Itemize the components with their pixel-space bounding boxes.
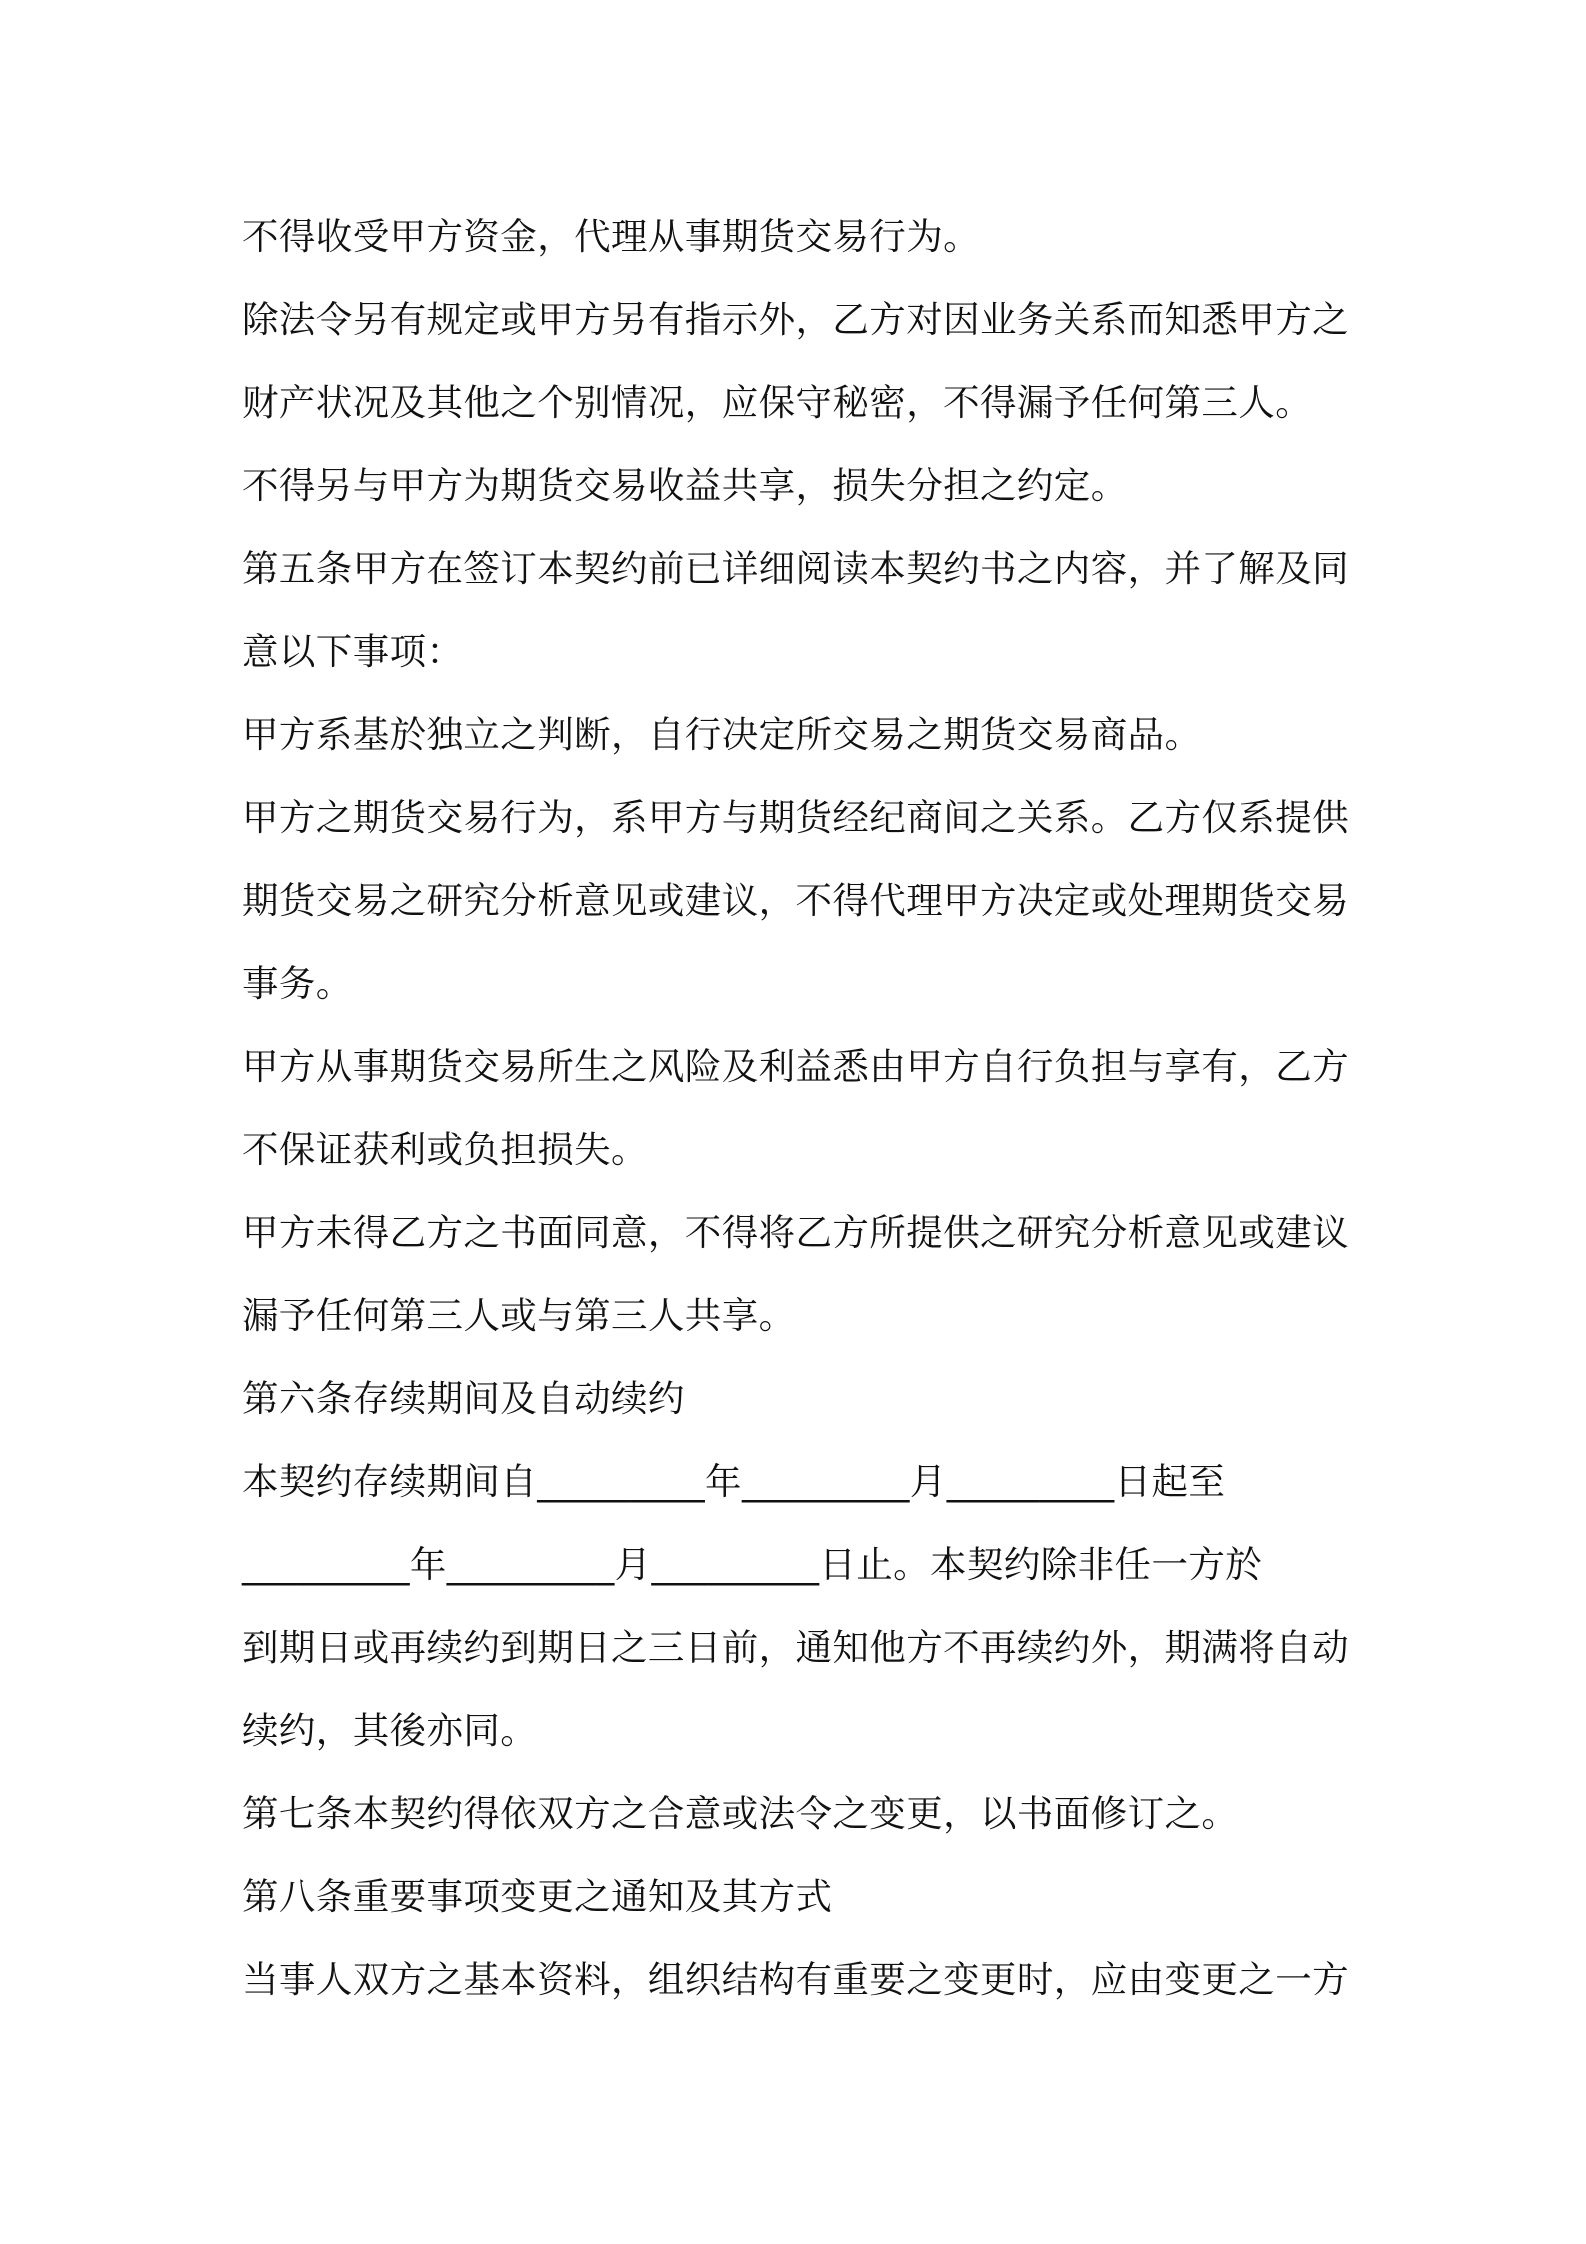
text-line: 续约，其後亦同。 (242, 1709, 538, 1752)
text-line: 不得收受甲方资金，代理从事期货交易行为。 (242, 215, 980, 258)
article-6-heading: 第六条存续期间及自动续约 (242, 1377, 685, 1420)
text-line: 不保证获利或负担损失。 (242, 1128, 648, 1171)
text-line: 事务。 (242, 962, 353, 1005)
article-7-line: 第七条本契约得依双方之合意或法令之变更，以书面修订之。 (242, 1792, 1239, 1835)
contract-text (242, 195, 1362, 2021)
text-line: 当事人双方之基本资料，组织结构有重要之变更时，应由变更之一方 (242, 1958, 1349, 2001)
text-line: 到期日或再续约到期日之三日前，通知他方不再续约外，期满将自动 (242, 1626, 1349, 1669)
text-line: 财产状况及其他之个别情况，应保守秘密，不得漏予任何第三人。 (242, 381, 1313, 424)
text-line: 意以下事项： (242, 630, 464, 673)
date-blank-line: 本契约存续期间自_________年_________月_________日起至 (242, 1460, 1226, 1503)
text-line: 甲方系基於独立之判断，自行决定所交易之期货交易商品。 (242, 713, 1202, 756)
text-line: 期货交易之研究分析意见或建议，不得代理甲方决定或处理期货交易 (242, 879, 1349, 922)
text-line: 漏予任何第三人或与第三人共享。 (242, 1294, 796, 1337)
article-8-heading: 第八条重要事项变更之通知及其方式 (242, 1875, 833, 1918)
text-line: 甲方未得乙方之书面同意，不得将乙方所提供之研究分析意见或建议 (242, 1211, 1349, 1254)
text-line: 甲方之期货交易行为，系甲方与期货经纪商间之关系。乙方仅系提供 (242, 796, 1349, 839)
text-line: 不得另与甲方为期货交易收益共享，损失分担之约定。 (242, 464, 1128, 507)
text-line: 除法令另有规定或甲方另有指示外，乙方对因业务关系而知悉甲方之 (242, 298, 1349, 341)
date-blank-line: _________年_________月_________日止。本契约除非任一方於 (242, 1543, 1263, 1586)
text-line: 甲方从事期货交易所生之风险及利益悉由甲方自行负担与享有，乙方 (242, 1045, 1349, 1088)
article-5-line: 第五条甲方在签订本契约前已详细阅读本契约书之内容，并了解及同 (242, 547, 1349, 590)
